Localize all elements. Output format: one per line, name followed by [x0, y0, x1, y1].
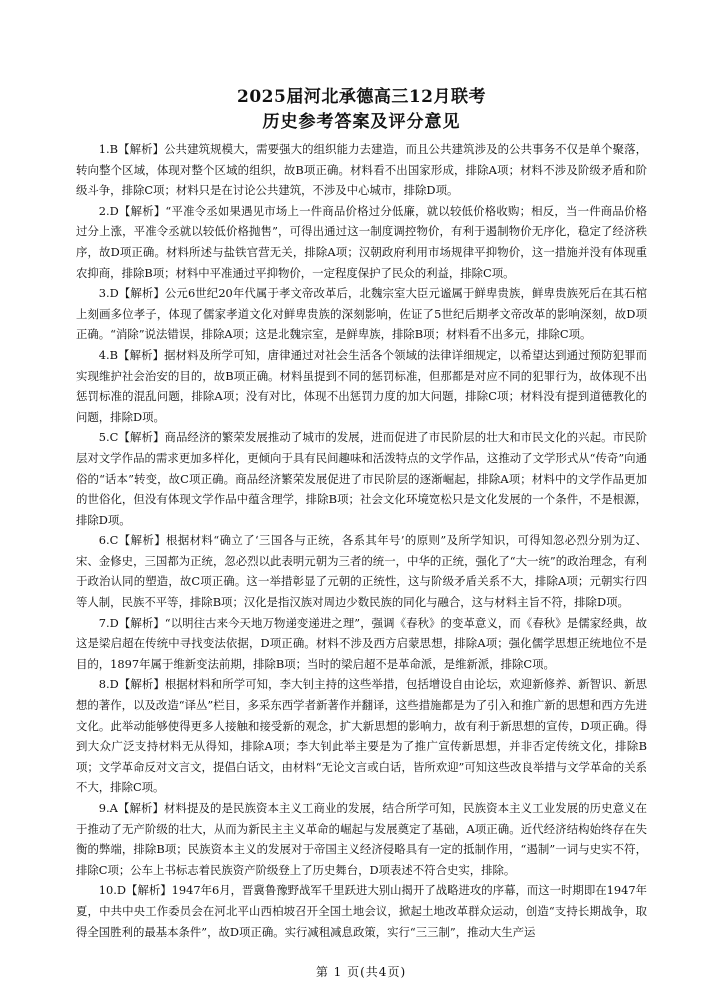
answer-item-10: 10.D【解析】1947年6月，晋冀鲁豫野战军千里跃进大别山揭开了战略进攻的序幕，而这一时期即在1947年夏，中共中央工作委员会在河北平山西柏坡召开全国土地会议，掀起土地改革群众运动，创造“支持长期战争，取得全国胜利的最基本条件”，故D项正确。实行减租减息政策，实行“三三制”，推动大生产运: [76, 883, 647, 939]
document-subtitle: 历史参考答案及评分意见: [262, 112, 461, 132]
document-title: 2025届河北承德高三12月联考: [237, 87, 486, 107]
answer-item-7: 7.D【解析】“以明往古来今天地万物递变递进之理”，强调《春秋》的变革意义，而《春秋》是儒家经典，故这是梁启超在传统中寻找变法依据，D项正确。材料不涉及西方启蒙思想，排除A项；强化儒学思想正统地位不是目的，1897年属于维新变法前期，排除B项；当时的梁启超不是革命派，是维新派，排除C项。: [76, 615, 647, 671]
answer-list: [76, 139, 647, 942]
answer-item-6: 6.C【解析】根据材料“确立了‘三国各与正统，各系其年号’的原则”及所学知识，可得知忽必烈分别为辽、宋、金修史，三国都为正统，忽必烈以此表明元朝为三者的统一，中华的正统，强化了“大一统”的政治理念，有利于政治认同的塑造，故C项正确。这一举措彰显了元朝的正统性，这与阶级矛盾关系不大，排除A项；元朝实行四等人制，民族不平等，排除B项；汉化是指汉族对周边少数民族的同化与融合，这与材料主旨不符，排除D项。: [76, 533, 647, 610]
answer-item-2: 2.D【解析】“平准令丞如果遇见市场上一件商品价格过分低廉，就以较低价格收购；相反，当一件商品价格过分上涨，平准令丞就以较低价格抛售”，可得出通过这一制度调控物价，有利于遏制物价无序化，稳定了经济秩序，故D项正确。材料所述与盐铁官营无关，排除A项；汉朝政府利用市场规律平抑物价，这一措施并没有体现重农抑商，排除B项；材料中平准通过平抑物价，一定程度保护了民众的利益，排除C项。: [76, 203, 647, 280]
answer-item-5: 5.C【解析】商品经济的繁荣发展推动了城市的发展，进而促进了市民阶层的壮大和市民文化的兴起。市民阶层对文学作品的需求更加多样化，更倾向于具有民间趣味和活泼特点的文学作品，这推动了文学形式从“传奇”向通俗的“话本”转变，故C项正确。商品经济繁荣发展促进了市民阶层的逐渐崛起，排除A项；材料中的文学作品更加的世俗化，但没有体现文学作品中蕴含理学，排除B项；社会文化环境宽松只是文化发展的一个条件，不是根源，排除D项。: [76, 430, 647, 527]
answer-item-3: 3.D【解析】公元6世纪20年代属于孝文帝改革后，北魏宗室大臣元谧属于鲜卑贵族，鲜卑贵族死后在其石棺上刻画多位孝子，体现了儒家孝道文化对鲜卑贵族的深刻影响，佐证了5世纪后期孝文帝改革的影响深刻，故D项正确。“消除”说法错误，排除A项；这是北魏宗室，是鲜卑族，排除B项；材料看不出多元，排除C项。: [76, 286, 647, 342]
answer-item-8: 8.D【解析】根据材料和所学可知，李大钊主持的这些举措，包括增设自由论坛，欢迎新修养、新智识、新思想的著作，以及改造“译丛”栏目，多采东西学者新著作并翻译，这些措施都是为了引入和推广新的思想和西方先进文化。此举动能够使得更多人接触和接受新的观念，扩大新思想的影响力，故有利于新思想的宣传，D项正确。得到大众广泛支持材料无从得知，排除A项；李大钊此举主要是为了推广宣传新思想，并非否定传统文化，排除B项；文学革命反对文言文，提倡白话文，由材料“无论文言或白话，皆所欢迎”可知这些改良举措与文学革命的关系不大，排除C项。: [76, 677, 647, 795]
answer-item-4: 4.B【解析】据材料及所学可知，唐律通过对社会生活各个领域的法律详细规定，以希望达到通过预防犯罪而实现维护社会治安的目的，故B项正确。材料虽提到不同的惩罚标准，但那都是对应不同的犯罪行为，故体现不出惩罚标准的混乱问题，排除A项；没有对比，体现不出惩罚力度的加大问题，排除C项；材料没有提到道德教化的问题，排除D项。: [76, 347, 647, 424]
answer-item-1: 1.B【解析】公共建筑规模大，需要强大的组织能力去建造，而且公共建筑涉及的公共事务不仅是单个聚落，转向整个区域，体现对整个区域的组织，故B项正确。材料看不出国家形成，排除A项；材料不涉及阶级矛盾和阶级斗争，排除C项；材料只是在讨论公共建筑，不涉及中心城市，排除D项。: [76, 142, 647, 198]
answer-item-9: 9.A【解析】材料提及的是民族资本主义工商业的发展，结合所学可知，民族资本主义工业发展的历史意义在于推动了无产阶级的壮大，从而为新民主主义革命的崛起与发展奠定了基础，A项正确。近代经济结构始终存在失衡的弊端，排除B项；民族资本主义的发展对于帝国主义经济侵略具有一定的抵制作用，“遏制”一词与史实不符，排除C项；公车上书标志着民族资产阶级登上了历史舞台，D项表述不符合史实，排除。: [76, 801, 647, 877]
page-number-footer: 第 1 页(共4页): [315, 965, 407, 979]
